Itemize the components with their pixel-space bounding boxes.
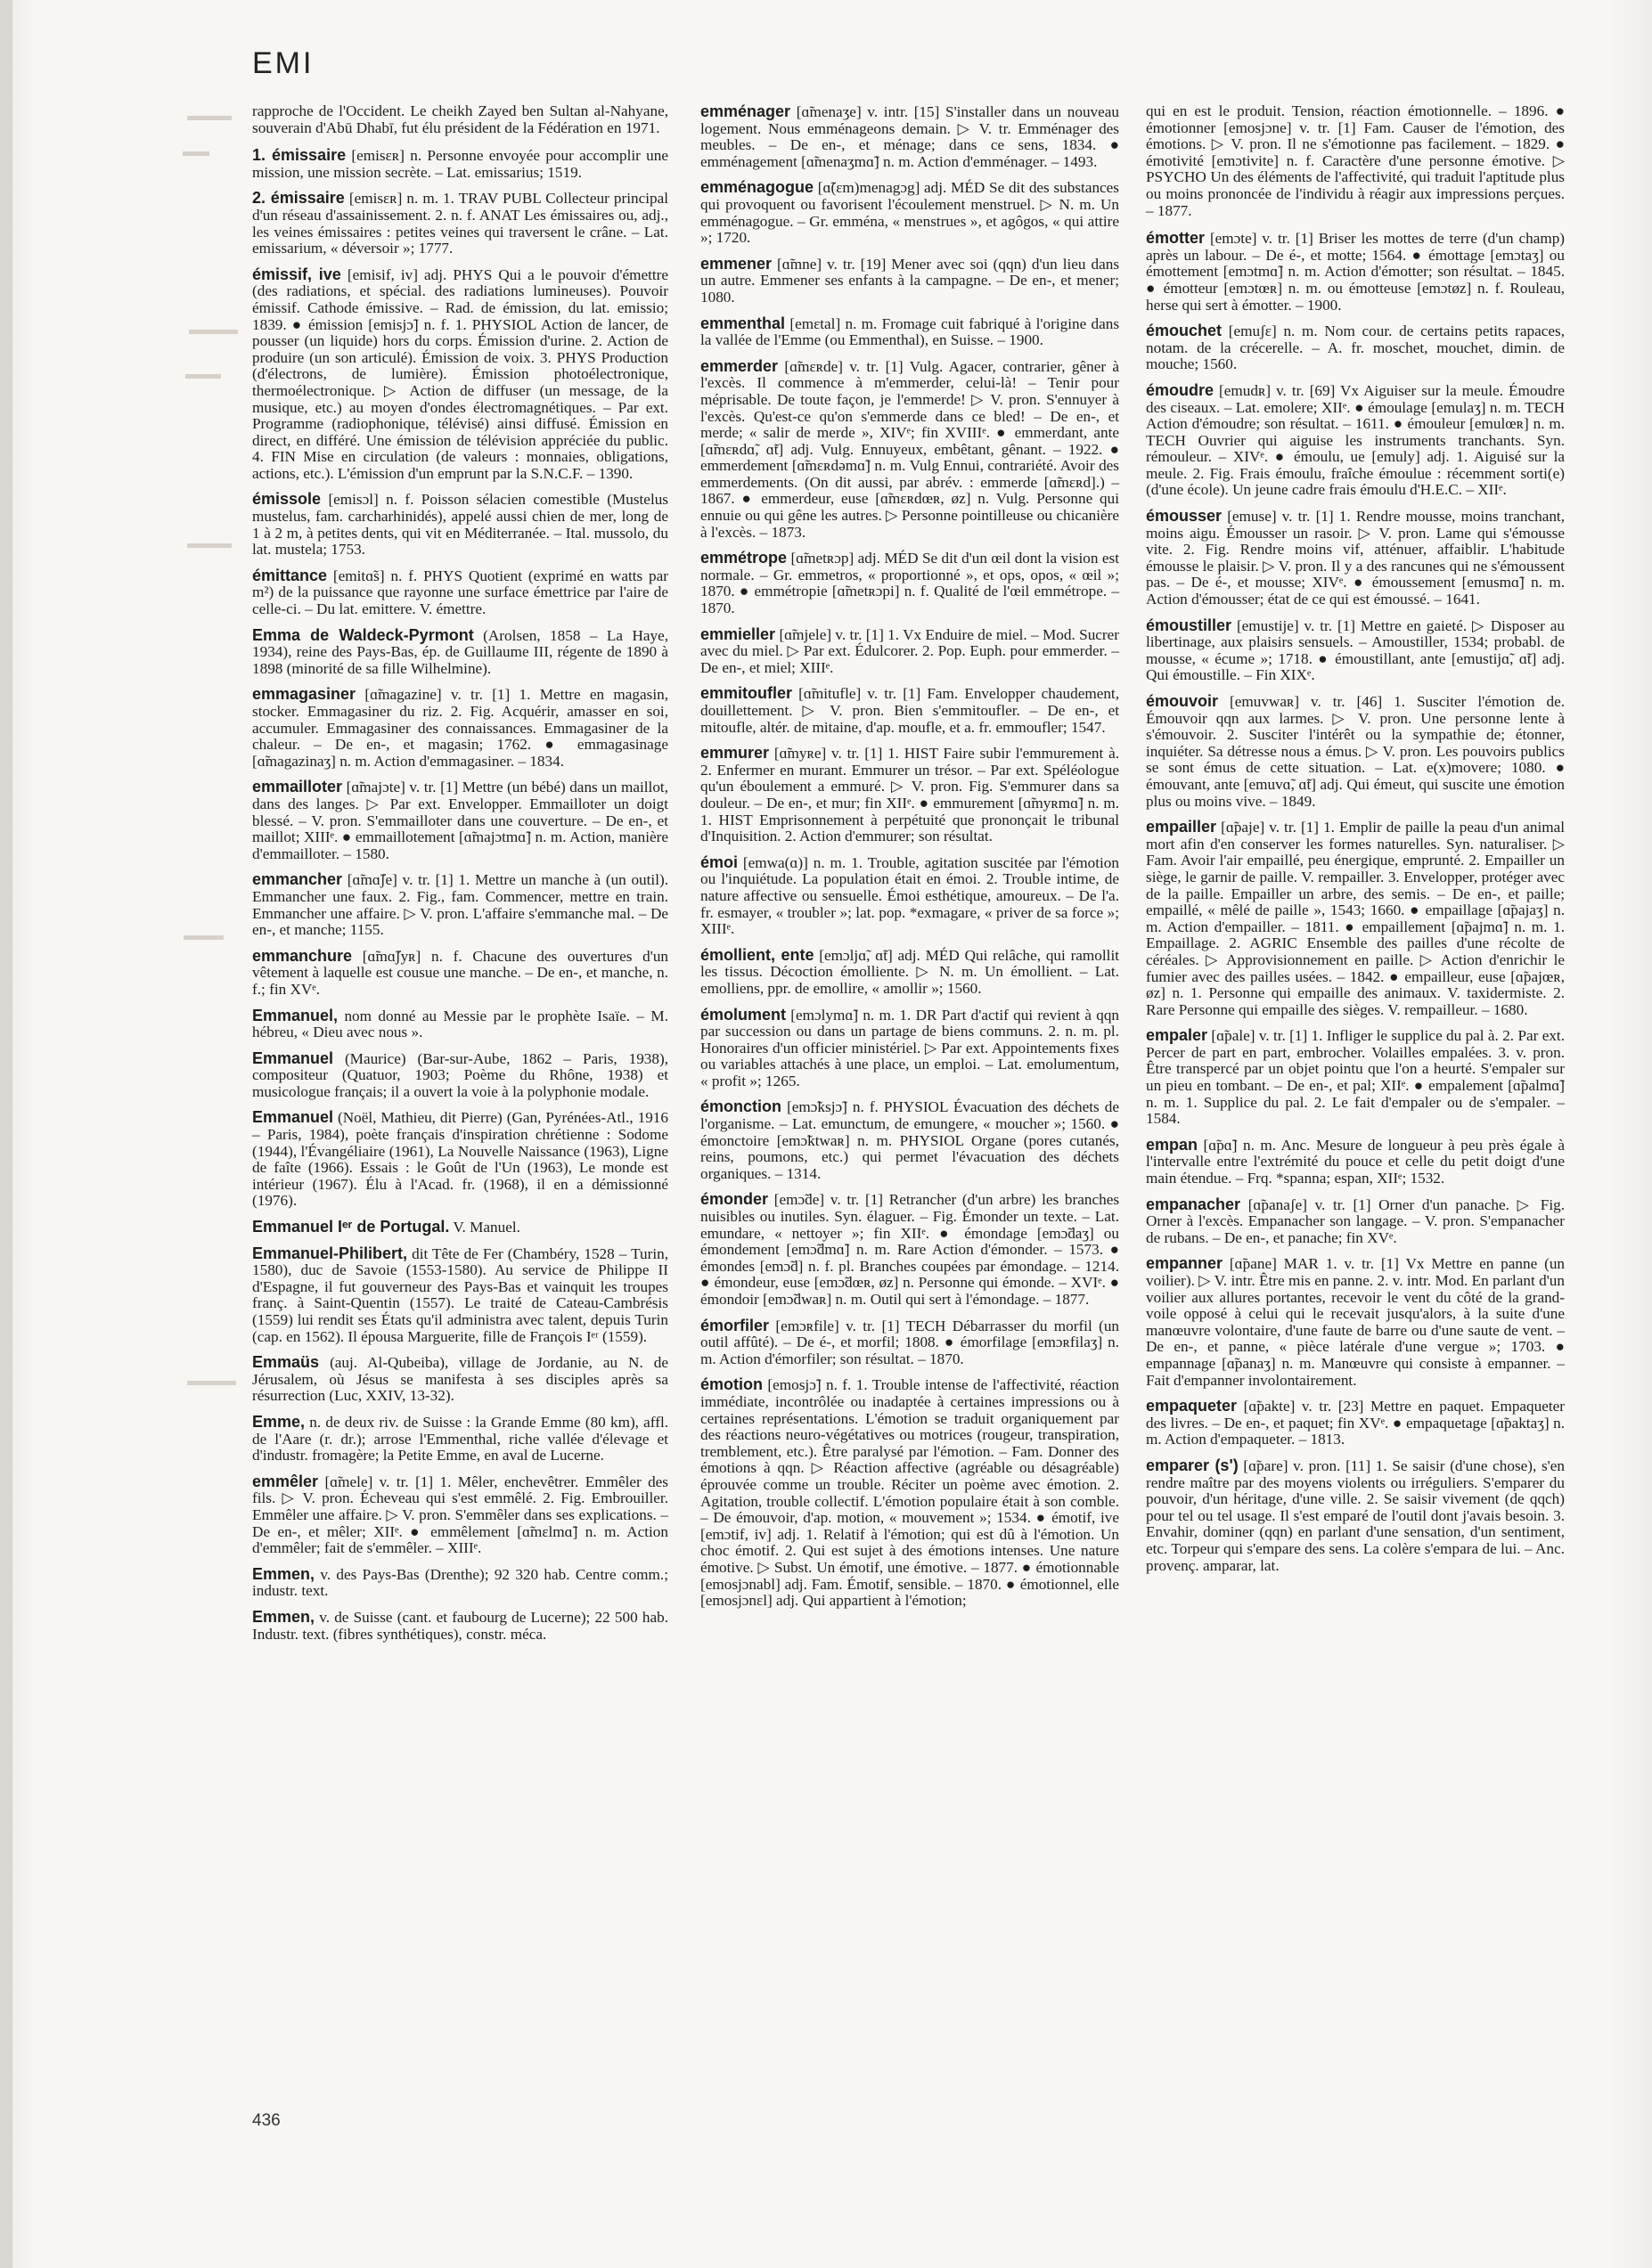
entry-text: [ɑ̃paje] v. tr. [1] 1. Emplir de paille la peau d'un animal mort afin d'en conserver les formes naturelles. Syn. naturaliser. ▷ Fam. Avoir l'air empaillé, peu énergique, emprunté. 2. Empailler un siège, le garnir de paille. V. rempailler. 3. Envelopper, protéger avec de la paille. Empailler un arbre, des semis. – De en-, et paille; empaillé, « mêlé de paille », 1543; 1660. ● empaillage [ɑ̃pajaʒ] n. m. Action d'empailler. – 1811. ● empaillement [ɑ̃pajmɑ̃] n. m. 1. Empaillage. 2. AGRIC Ensemble des pailles d'une récolte de céréales. ▷ Approvisionnement en paille. ▷ Action d'enrichir le fumier avec des pailles usées. – 1842. ● empailleur, euse [ɑ̃pajœʀ, øz] n. 1. Personne qui empaille des animaux. V. taxidermiste. 2. Rare Personne qui empaille des sièges. V. rempailleur. – 1680. [1146, 819, 1565, 1018]
entry-headword: emmancher [252, 870, 343, 889]
entry-text: [emuse] v. tr. [1] 1. Rendre mousse, moins tranchant, moins aigu. Émousser un rasoir. ▷ V. pron. Lame qui s'émousse vite. 2. Fig. Rendre moins vif, atténuer, affaiblir. L'habitude émousse le plaisir. ▷ V. pron. Il y a des rancunes qui ne s'émoussent pas. – De é-, et mousse; XIVᵉ. ● émoussement [emusmɑ̃] n. m. Action d'émousser; état de ce qui est émoussé. – 1641. [1146, 508, 1565, 608]
entry-headword: émissif, ive [252, 265, 341, 283]
entry-text: [ɑ̃mɛʀde] v. tr. [1] Vulg. Agacer, contrarier, gêner à l'excès. Il commence à m'emmerder, celui-là! – Tenir pour méprisable. De toute façon, je l'emmerde! ▷ V. pron. S'ennuyer à l'excès. Qu'est-ce qu'on s'emmerde dans ce bled! – De en-, et merde; « salir de merde », XIVᵉ; fin XVIIIᵉ. ● emmerdant, ante [ɑ̃mɛʀdɑ̃, ɑ̃t] adj. Vulg. Ennuyeux, embêtant, gênant. – 1922. ● emmerdement [ɑ̃mɛʀdəmɑ̃] n. m. Vulg Ennui, contrariété. Avoir des emmerdements. (On dit aussi, par abrév. : emmerde [ɑ̃mɛʀd].) – 1867. ● emmerdeur, euse [ɑ̃mɛʀdœʀ, øz] n. Vulg. Personne qui ennuie ou qui gêne les autres. ▷ Personne pointilleuse ou chicanière à l'excès. – 1873. [700, 357, 1120, 541]
entry-headword: émotion [700, 1375, 763, 1394]
dictionary-entry [252, 686, 668, 770]
entry-text: [emuʃɛ] n. m. Nom cour. de certains petits rapaces, notam. de la crécerelle. – A. fr. moschet, mouchet, dimin. de mouche; 1560. [1146, 322, 1565, 373]
entry-continuation [252, 103, 668, 136]
entry-headword: empailler [1146, 818, 1217, 836]
entry-text: v. de Suisse (cant. et faubourg de Lucerne); 22 500 hab. Industr. text. (fibres synthétiques), constr. méca. [252, 1608, 668, 1643]
entry-text: [ɑ̃metʀɔp] adj. MÉD Se dit d'un œil dont la vision est normale. – Gr. emmetros, « proportionné », et ops, opos, « œil »; 1870. ● emmétropie [ɑ̃metʀɔpi] n. f. Qualité de l'œil emmétrope. – 1870. [700, 550, 1119, 617]
column-1 [252, 103, 668, 1652]
entry-text: [emɔljɑ̃, ɑ̃t] adj. MÉD Qui relâche, qui ramollit les tissus. Décoction émolliente. ▷ N. m. Un émollient. – Lat. emolliens, ppr. de emollire, « amollir »; 1560. [700, 946, 1119, 997]
entry-text: [ɑ̃mɑ̃ʃyʀ] n. f. Chacune des ouvertures d'un vêtement à laquelle est cousue une manche. – De en-, et manche, n. f.; fin XVᵉ. [252, 947, 669, 998]
entry-text: [emɔlymɑ̃] n. m. 1. DR Part d'actif qui revient à qqn par succession ou dans un partage de biens communs. 2. n. m. pl. Honoraires d'un officier ministériel. ▷ Par ext. Appointements fixes ou variables attachés à une place, un emploi. – Lat. emolumentum, « profit »; 1265. [700, 1006, 1120, 1089]
entry-headword: emmieller [700, 624, 776, 643]
entry-headword: 2. émissaire [252, 189, 345, 208]
entry-text: [ɑ̃mitufle] v. tr. [1] Fam. Envelopper chaudement, douillettement. ▷ V. pron. Bien s'emmitoufler. – De en-, et mitoufle, altér. de mitaine, d'ap. moufle, et a. fr. emmoufler; 1547. [700, 685, 1119, 736]
entry-text: [ɑ̃majɔte] v. tr. [1] Mettre (un bébé) dans un maillot, dans des langes. ▷ Par ext. Envelopper. Emmailloter un doigt blessé. – V. pron. S'emmailloter dans une couverture. – De en-, et maillot; XIIIᵉ. ● emmaillotement [ɑ̃majɔtmɑ̃] n. m. Action, manière d'emmailloter. – 1580. [252, 779, 668, 862]
dictionary-entry [252, 871, 668, 938]
dictionary-entry [1146, 382, 1565, 499]
entry-headword: Emmanuel [252, 1108, 334, 1127]
entry-text: [emudʀ] v. tr. [69] Vx Aiguiser sur la meule. Émoudre des ciseaux. – Lat. emolere; XIIᵉ. ● émoulage [emulaʒ] n. m. TECH Action d'émoudre; son résultat. – 1611. ● émouleur [emulœʀ] n. m. TECH Ouvrier qui aiguise les instruments tranchants. Syn. rémouleur. – XIVᵉ. ● émoulu, ue [emuly] adj. 1. Aiguisé sur la meule. 2. Fig. Frais émoulu, fraîche émoulue : récemment sorti(e) (d'une école). Un jeune cadre frais émoulu d'H.E.C. – XIIᵉ. [1146, 381, 1566, 499]
entry-text: (Noël, Mathieu, dit Pierre) (Gan, Pyrénées-Atl., 1916 – Paris, 1984), poète français d'inspiration chrétienne : Sodome (1944), l'Évangéliaire (1961), La Nouvelle Naissance (1963), Ligne de faîte (1966). Essais : le Goût de l'Un (1963), Le monde est intérieur (1967). Élu à l'Acad. fr. (1968), il en a démissionné (1976). [252, 1109, 668, 1210]
dictionary-entry [252, 491, 668, 558]
entry-headword: emmerder [700, 356, 779, 375]
entry-headword: empaqueter [1146, 1397, 1238, 1415]
entry-headword: émonction [700, 1097, 782, 1116]
entry-text: [ɑ̃mele] v. tr. [1] 1. Mêler, enchevêtrer. Emmêler des fils. ▷ V. pron. Écheveau qui s'est emmêlé. 2. Fig. Embrouiller. Emmêler une affaire. ▷ V. pron. S'emmêler dans ses explications. – De en-, et mêler; XIIᵉ. ● emmêlement [ɑ̃mɛlmɑ̃] n. m. Action d'emmêler; fait de s'emmêler. – XIIIᵉ. [252, 1473, 668, 1557]
dictionary-entry [700, 315, 1119, 349]
entry-headword: émoudre [1146, 380, 1214, 399]
entry-headword: emmitoufler [700, 684, 793, 703]
dictionary-entry [700, 1007, 1119, 1090]
entry-text: [emosjɔ̃] n. f. 1. Trouble intense de l'affectivité, réaction immédiate, incontrôlée ou inadaptée à certaines impressions ou à certaines représentations. L'émotion se traduit organiquement par des réactions neuro-végétatives ou motrices (rougeur, transpiration, tremblement, etc.). Être paralysé par l'émotion. – Fam. Donner des émotions à qqn. ▷ Réaction affective (agréable ou désagréable) éprouvée comme un trouble. Réciter un poème avec émotion. 2. Agitation, trouble collectif. L'émotion populaire était à son comble. – De émouvoir, d'ap. motion, « mouvement »; 1534. ● émotif, ive [emɔtif, iv] adj. 1. Relatif à l'émotion; qui est dû à l'émotion. Un choc émotif. 2. Qui est sujet à des émotions intenses. Une nature émotive. ▷ Subst. Un émotif, une émotive. – 1877. ● émotionnable [emosjɔnabl] adj. Fam. Émotif, sensible. – 1870. ● émotionnel, elle [emosjɔnɛl] adj. Qui appartient à l'émotion; [700, 1376, 1119, 1610]
page-number: 436 [252, 2111, 281, 2130]
dictionary-entry [252, 1245, 668, 1346]
entry-text: rapproche de l'Occident. Le cheikh Zayed ben Sultan al-Nahyane, souverain d'Abū Dhabī, fut élu président de la Fédération en 1971. [252, 102, 668, 136]
dictionary-entry [252, 1566, 668, 1600]
entry-headword: émousser [1146, 507, 1223, 526]
entry-headword: émoustiller [1146, 616, 1232, 634]
dictionary-entry [700, 358, 1119, 542]
dictionary-entry [252, 1609, 668, 1643]
dictionary-entry [252, 1473, 668, 1557]
entry-text: [emɔ̃ksjɔ̃] n. f. PHYSIOL Évacuation des déchets de l'organisme. – Lat. emunctum, de emungere, « moucher »; 1560. ● émonctoire [emɔ̃ktwaʀ] n. m. PHYSIOL Organe (pores cutanés, reins, poumons, etc.) qui permet l'évacuation des déchets organiques. – 1314. [700, 1098, 1120, 1182]
dictionary-entry [700, 550, 1119, 616]
entry-headword: Emmen, [252, 1564, 315, 1583]
entry-headword: empaler [1146, 1026, 1208, 1045]
entry-text: [ɑ̃menaʒe] v. intr. [15] S'installer dans un nouveau logement. Nous emménageons demain. ▷ V. tr. Emménager des meubles. – De en-, et ménage; dans ce sens, 1834. ● emménagement [ɑ̃menaʒmɑ̃] n. m. Action d'emménager. – 1493. [700, 103, 1119, 170]
dictionary-entry [700, 626, 1119, 677]
entry-text: [ɑ̃panaʃe] v. tr. [1] Orner d'un panache. ▷ Fig. Orner à l'excès. Empanacher son langage. – V. pron. S'empanacher de rubans. – De en-, et panache; fin XVᵉ. [1146, 1195, 1566, 1246]
entry-text: [ɑ̃magazine] v. tr. [1] 1. Mettre en magasin, stocker. Emmagasiner du riz. 2. Fig. Acquérir, amasser en soi, accumuler. Emmagasiner des connaissances. Emmagasiner de la chaleur. – De en-, et magasin; 1762. ● emmagasinage [ɑ̃magazinaʒ] n. m. Action d'emmagasiner. – 1834. [252, 686, 668, 770]
dictionary-entry [252, 1414, 668, 1464]
entry-text: [ɑ̃pare] v. pron. [11] 1. Se saisir (d'une chose), s'en rendre maître par des moyens violents ou irréguliers. S'emparer du pouvoir, d'un héritage, d'une ville. 2. Se saisir vivement (de qqch) pour tel ou tel usage. Il s'est emparé de l'outil dont j'avais besoin. 3. Envahir, dominer (qqn) en parlant d'une sensation, d'un sentiment, etc. Torpeur qui s'empare des sens. La colère s'empara de lui. – Anc. provenç. amparar, lat. [1146, 1456, 1565, 1574]
dictionary-entry [700, 947, 1119, 998]
dictionary-entry [700, 256, 1119, 306]
dictionary-entry [700, 854, 1119, 938]
dictionary-entry [252, 1219, 668, 1236]
entry-headword: émonder [700, 1190, 769, 1209]
entry-headword: émollient, ente [700, 945, 814, 964]
entry-text: [emɛtal] n. m. Fromage cuit fabriqué à l'origine dans la vallée de l'Emme (ou Emmenthal), en Suisse. – 1900. [700, 314, 1120, 349]
entry-text: (auj. Al-Qubeiba), village de Jordanie, au N. de Jérusalem, où Jésus se manifesta à ses disciples après sa résurrection (Luc, XXIV, 13-32). [252, 1354, 668, 1405]
entry-headword: empanner [1146, 1254, 1223, 1273]
entry-headword: Emmaüs [252, 1353, 320, 1372]
page-gutter [0, 0, 12, 2268]
entry-headword: émittance [252, 566, 328, 584]
entry-headword: emmagasiner [252, 685, 356, 704]
dictionary-entry [700, 685, 1119, 736]
entry-headword: emmener [700, 254, 773, 273]
entry-headword: empan [1146, 1135, 1198, 1154]
entry-text: [emustije] v. tr. [1] Mettre en gaieté. ▷ Disposer au libertinage, aux plaisirs sensuels. – Amoustiller, 1534; probabl. de mousse, « écume »; 1718. ● émoustillant, ante [emustijɑ̃, ɑ̃t] adj. Qui émoustille. – Fin XIXᵉ. [1146, 616, 1565, 684]
dictionary-entry [700, 1191, 1119, 1308]
dictionary-entry [700, 1318, 1119, 1368]
entry-text: [ɑ̃myʀe] v. tr. [1] 1. HIST Faire subir l'emmurement à. 2. Enfermer en murant. Emmurer un trésor. – Par ext. Spéléologue qu'un éboulement a emmuré. ▷ V. pron. Fig. S'emmurer dans sa douleur. – De en-, et mur; fin XIIᵉ. ● emmurement [ɑ̃myʀmɑ̃] n. m. 1. HIST Emprisonnement à perpétuité que prononçait le tribunal d'Inquisition. 2. Action d'emmurer; son résultat. [700, 745, 1119, 845]
entry-text: [ɑ̃(ɛm)menagɔg] adj. MÉD Se dit des substances qui provoquent ou favorisent l'écoulement menstruel. ▷ N. m. Un emménagogue. – Gr. emména, « menstrues », et agôgos, « qui attire »; 1720. [700, 179, 1119, 247]
dictionary-entry [1146, 1457, 1565, 1574]
dictionary-entry [700, 745, 1119, 845]
entry-text: n. de deux riv. de Suisse : la Grande Emme (80 km), affl. de l'Aare (r. dr.); arrose l'Emmenthal, riche vallée d'élevage et d'industr. fromagère; la Petite Emme, en aval de Lucerne. [252, 1413, 669, 1464]
entry-text: [ɑ̃pakte] v. tr. [23] Mettre en paquet. Empaqueter des livres. – De en-, et paquet; fin XVᵉ. ● empaquetage [ɑ̃paktaʒ] n. m. Action d'empaqueter. – 1813. [1146, 1398, 1565, 1448]
entry-text: [ɑ̃mjele] v. tr. [1] 1. Vx Enduire de miel. – Mod. Sucrer avec du miel. ▷ Par ext. Édulcorer. 2. Pop. Euph. pour emmerder. – De en-, et miel; XIIIᵉ. [700, 625, 1119, 676]
dictionary-entry [1146, 1027, 1565, 1128]
entry-headword: Emma de Waldeck-Pyrmont [252, 625, 474, 644]
running-head: EMI [252, 46, 315, 80]
entry-headword: 1. émissaire [252, 146, 347, 165]
entry-headword: Emmen, [252, 1607, 315, 1626]
entry-headword: emmêler [252, 1472, 319, 1490]
entry-text: v. des Pays-Bas (Drenthe); 92 320 hab. Centre comm.; industr. text. [252, 1565, 668, 1600]
dictionary-entry [252, 948, 668, 999]
entry-text: [ɑ̃pane] MAR 1. v. tr. [1] Vx Mettre en panne (un voilier). ▷ V. intr. Être mis en panne. 2. v. intr. Mod. En parlant d'un voilier aux allures portantes, recevoir le vent du côté de la grand-voile opposé à celui qui le recevait jusqu'alors, à la suite d'une manœuvre volontaire, d'une faute de barre ou d'une saute de vent. – De en-, et panne, « pièce latérale d'une vergue »; 1703. ● empannage [ɑ̃panaʒ] n. m. Manœuvre qui consiste à empanner. – Fait d'empanner involontairement. [1146, 1255, 1566, 1389]
entry-text: [ɑ̃mne] v. tr. [19] Mener avec soi (qqn) d'un lieu dans un autre. Emmener ses enfants à la campagne. – De en-, et mener; 1080. [700, 255, 1120, 306]
entry-headword: émolument [700, 1005, 787, 1024]
entry-text: [emɔʀfile] v. tr. [1] TECH Débarrasser du morfil (un outil affûté). – De é-, et morfil; 1808. ● émorfilage [emɔʀfilaʒ] n. m. Action d'émorfiler; son résultat. – 1870. [700, 1317, 1120, 1367]
entry-headword: emmurer [700, 744, 770, 763]
entry-headword: Emmanuel Iᵉʳ de Portugal. [252, 1218, 450, 1236]
dictionary-entry [700, 179, 1119, 246]
entry-continuation [1146, 103, 1565, 219]
dictionary-entry [1146, 1196, 1565, 1247]
dictionary-entry [1146, 322, 1565, 373]
dictionary-entry [252, 627, 668, 678]
entry-headword: Emme, [252, 1412, 306, 1431]
entry-text: [emisɛʀ] n. Personne envoyée pour accomplir une mission, une mission secrète. – Lat. emissarius; 1519. [252, 147, 668, 181]
entry-text: (Arolsen, 1858 – La Haye, 1934), reine des Pays-Bas, ép. de Guillaume III, régente de 1890 à 1898 (minorité de sa fille Wilhelmine). [252, 626, 669, 677]
dictionary-entry [252, 779, 668, 862]
entry-text: [emɔte] v. tr. [1] Briser les mottes de terre (d'un champ) après un labour. – De é-, et motte; 1564. ● émottage [emɔtaʒ] ou émottement [emɔtmɑ̃] n. m. Action d'émotter; son résultat. – 1845. ● émotteur [emɔtœʀ] n. m. ou émotteuse [emɔtøz] n. f. Rouleau, herse qui sert à émotter. – 1900. [1146, 230, 1566, 314]
entry-text: [emwa(ɑ)] n. m. 1. Trouble, agitation suscitée par l'émotion ou l'inquiétude. La population était en émoi. 2. Trouble intime, de nature affective ou sensuelle. Émoi esthétique, amoureux. – De l'a. fr. esmayer, « troubler »; lat. pop. *exmagare, « priver de sa force »; XIIIᵉ. [700, 853, 1119, 938]
entry-headword: emménager [700, 102, 791, 120]
entry-text: [ɑ̃pɑ̃] n. m. Anc. Mesure de longueur à peu près égale à l'intervalle entre l'extrémité du pouce et celle du petit doigt d'une main étendue. – Frq. *spanna; espan, XIIᵉ; 1532. [1146, 1136, 1565, 1187]
dictionary-entry [1146, 819, 1565, 1018]
dictionary-entry [252, 190, 668, 257]
entry-headword: émorfiler [700, 1316, 770, 1334]
entry-text: [emisɛʀ] n. m. 1. TRAV PUBL Collecteur principal d'un réseau d'assainissement. 2. n. f. ANAT Les émissaires ou, adj., les veines émissaires : petites veines qui traversent le crâne. – Lat. emissarium, « déversoir »; 1777. [252, 190, 669, 257]
dictionary-entry [252, 1050, 668, 1101]
entry-headword: émotter [1146, 229, 1206, 248]
entry-text: [emɔ̃de] v. tr. [1] Retrancher (d'un arbre) les branches nuisibles ou inutiles. Syn. élaguer. – Fig. Émonder un texte. – Lat. emundare, « nettoyer »; fin XIIᵉ. ● émondage [emɔ̃daʒ] ou émondement [emɔ̃dmɑ̃] n. m. Rare Action d'émonder. – 1573. ● émondes [emɔ̃d] n. f. pl. Branches coupées par émondage. – 1214. ● émondeur, euse [emɔ̃dœʀ, øz] n. Personne qui émonde. – XVIᵉ. ● émondoir [emɔ̃dwaʀ] n. m. Outil qui sert à l'émondage. – 1877. [700, 1191, 1120, 1308]
dictionary-entry [700, 1098, 1119, 1182]
column-2 [700, 103, 1119, 1619]
entry-headword: émissole [252, 490, 322, 509]
dictionary-entry [700, 103, 1119, 170]
entry-headword: emparer (s') [1146, 1456, 1239, 1474]
entry-text: dit Tête de Fer (Chambéry, 1528 – Turin, 1580), duc de Savoie (1553-1580). Au service de Philippe II d'Espagne, il fut gouverneur des Pays-Bas et vainquit les troupes franç. à Saint-Quentin (1557). Le traité de Cateau-Cambrésis (1559) lui rendit ses États qu'il administra avec talent, depuis Turin (cap. en 1562). Il épousa Marguerite, fille de François Iᵉʳ (1559). [252, 1244, 668, 1345]
dictionary-entry [1146, 230, 1565, 314]
dictionary-entry [252, 1354, 668, 1405]
column-3 [1146, 103, 1565, 1583]
entry-headword: emmétrope [700, 549, 788, 567]
entry-headword: emmailloter [252, 778, 343, 796]
entry-headword: Emmanuel-Philibert, [252, 1244, 408, 1262]
entry-headword: émoi [700, 853, 739, 871]
entry-text: V. Manuel. [453, 1219, 520, 1236]
entry-headword: empanacher [1146, 1195, 1241, 1213]
dictionary-entry [252, 1109, 668, 1210]
entry-text: nom donné au Messie par le prophète Isaïe. – M. hébreu, « Dieu avec nous ». [252, 1007, 669, 1041]
dictionary-entry [252, 266, 668, 483]
dictionary-entry [700, 1376, 1119, 1609]
entry-headword: emménagogue [700, 178, 814, 197]
entry-text: [emisɔl] n. f. Poisson sélacien comestible (Mustelus mustelus, fam. carcharhinidés), appelé aussi chien de mer, long de 1 à 2 m, à petites dents, qui vit en Méditerranée. – Ital. mussolo, du lat. mustela; 1753. [252, 491, 668, 559]
entry-headword: émouchet [1146, 322, 1223, 340]
entry-text: [ɑ̃pale] v. tr. [1] 1. Infliger le supplice du pal à. 2. Par ext. Percer de part en part, embrocher. Volailles empalées. 3. v. pron. Être transpercé par un objet pointu que l'on a heurté. S'empaler sur un pieu en tombant. – De en-, et pal; XIIᵉ. ● empalement [ɑ̃palmɑ̃] n. m. 1. Supplice du pal. 2. Le fait d'empaler ou de s'empaler. – 1584. [1146, 1027, 1566, 1128]
entry-headword: Emmanuel, [252, 1006, 339, 1024]
dictionary-entry [1146, 1137, 1565, 1187]
dictionary-entry [252, 567, 668, 618]
entry-text: qui en est le produit. Tension, réaction émotionnelle. – 1896. ● émotionner [emosjɔne] v. tr. [1] Fam. Causer de l'émotion, des émotions. ▷ V. pron. Il ne s'émotionne pas facilement. – 1829. ● émotivité [emɔtivite] n. f. Caractère d'une personne émotive. ▷ PSYCHO Un des éléments de l'affectivité, qui traduit l'aptitude plus ou moins prononcée de l'individu à réagir aux impressions perçues. – 1877. [1146, 102, 1565, 219]
entry-headword: Emmanuel [252, 1048, 334, 1067]
show-through-marks [178, 98, 245, 1434]
entry-text: (Maurice) (Bar-sur-Aube, 1862 – Paris, 1938), compositeur (Quatuor, 1903; Poème du Rhône, 1938) et musicologue français; il a ouvert la voie à la polyphonie modale. [252, 1049, 669, 1100]
dictionary-entry [1146, 1398, 1565, 1448]
dictionary-entry [1146, 508, 1565, 608]
entry-headword: émouvoir [1146, 692, 1219, 710]
dictionary-entry [1146, 1255, 1565, 1389]
dictionary-entry [1146, 617, 1565, 684]
dictionary-entry [252, 147, 668, 181]
entry-text: [emitɑ̃s] n. f. PHYS Quotient (exprimé en watts par m²) de la puissance que rayonne une surface émettrice par l'aire de celle-ci. – Du lat. emittere. V. émettre. [252, 567, 668, 618]
dictionary-entry [1146, 693, 1565, 810]
entry-text: [emisif, iv] adj. PHYS Qui a le pouvoir d'émettre (des radiations, et spécial. des radiations lumineuses). Pouvoir émissif. Cathode émissive. – Rad. de émission, du lat. emissio; 1839. ● émission [emisjɔ̃] n. f. 1. PHYSIOL Action de lancer, de pousser (un liquide) hors du corps. Émission d'urine. 2. Action de produire (un son articulé). Émission de voix. 3. PHYS Production (d'électrons, de lumière). Émission photoélectronique, thermoélectronique. ▷ Action de diffuser (un message, de la musique, etc.) au moyen d'ondes électromagnétiques. – Par ext. Programme (radiophonique, télévisé) ainsi diffusé. Émission en direct, en différé. Une émission de télévision appréciée du public. 4. FIN Mise en circulation (de valeurs : monnaies, obligations, actions, etc.). L'émission d'un emprunt par la S.N.C.F. – 1390. [252, 265, 669, 482]
entry-headword: emmenthal [700, 314, 786, 332]
entry-headword: emmanchure [252, 946, 353, 965]
entry-text: [emuvwaʀ] v. tr. [46] 1. Susciter l'émotion de. Émouvoir qqn aux larmes. ▷ V. pron. Une personne lente à s'émouvoir. 2. Susciter l'intérêt ou la sympathie de; étonner, inquiéter. Sa détresse nous a émus. ▷ V. pron. Les pouvoirs publics se sont émus de cette situation. – Lat. e(x)movere; 1080. ● émouvant, ante [emuvɑ̃, ɑ̃t] adj. Qui émeut, qui suscite une émotion plus ou moins vive. – 1849. [1146, 693, 1566, 810]
entry-text: [ɑ̃mɑ̃ʃe] v. tr. [1] 1. Mettre un manche à (un outil). Emmancher une faux. 2. Fig., fam. Commencer, mettre en train. Emmancher une affaire. ▷ V. pron. L'affaire s'emmanche mal. – De en-, et manche; 1155. [252, 871, 668, 939]
dictionary-entry [252, 1008, 668, 1041]
